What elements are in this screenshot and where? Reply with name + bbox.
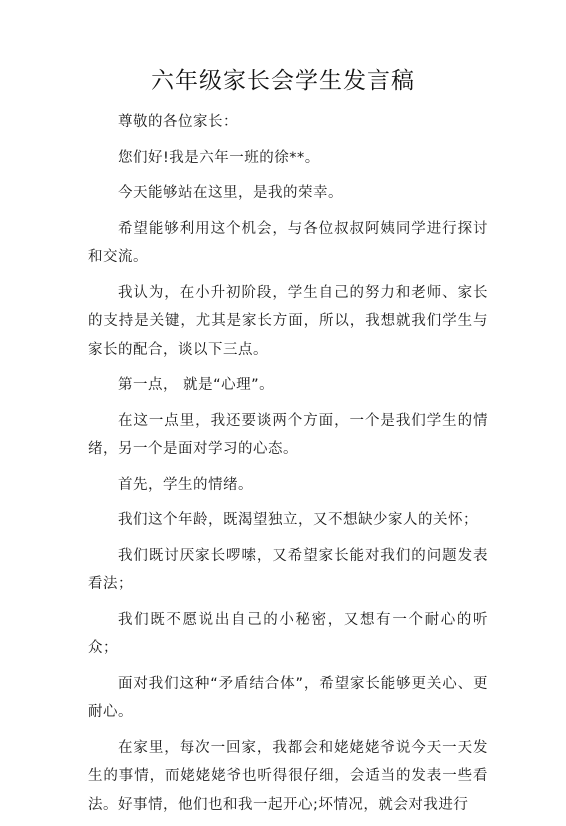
document-body: [88, 108, 488, 826]
body-paragraph: 我们这个年龄，既渴望独立，又不想缺少家人的关怀；: [118, 512, 478, 528]
body-paragraph: 在家里，每次一回家，我都会和姥姥姥爷说今天一天发生的事情，而姥姥姥爷也听得很仔细，会适当的发表一些看法。好事情，他们也和我一起开心;坏情况，就会对我进行: [88, 739, 488, 813]
salutation-paragraph: 尊敬的各位家长：: [118, 114, 238, 130]
body-paragraph: 我认为，在小升初阶段，学生自己的努力和老师、家长的支持是关键，尤其是家长方面，所以，我想就我们学生与家长的配合，谈以下三点。: [88, 284, 488, 358]
body-paragraph: 首先，学生的情绪。: [118, 476, 253, 493]
body-paragraph: 第一点， 就是“心理”。: [118, 377, 275, 393]
body-paragraph: 在这一点里，我还要谈两个方面，一个是我们学生的情绪，另一个是面对学习的心态。: [88, 412, 488, 457]
document-title: 六年级家长会学生发言稿: [151, 68, 415, 94]
body-paragraph: 我们既讨厌家长啰嗦，又希望家长能对我们的问题发表看法；: [88, 547, 488, 592]
body-paragraph: 您们好!我是六年一班的徐**。: [118, 149, 320, 166]
body-paragraph: 面对我们这种“矛盾结合体”，希望家长能够更关心、更耐心。: [88, 675, 488, 720]
body-paragraph: 希望能够利用这个机会，与各位叔叔阿姨同学进行探讨和交流。: [88, 220, 488, 265]
body-paragraph: 我们既不愿说出自己的小秘密，又想有一个耐心的听众；: [88, 611, 488, 656]
body-paragraph: 今天能够站在这里，是我的荣幸。: [118, 185, 343, 201]
